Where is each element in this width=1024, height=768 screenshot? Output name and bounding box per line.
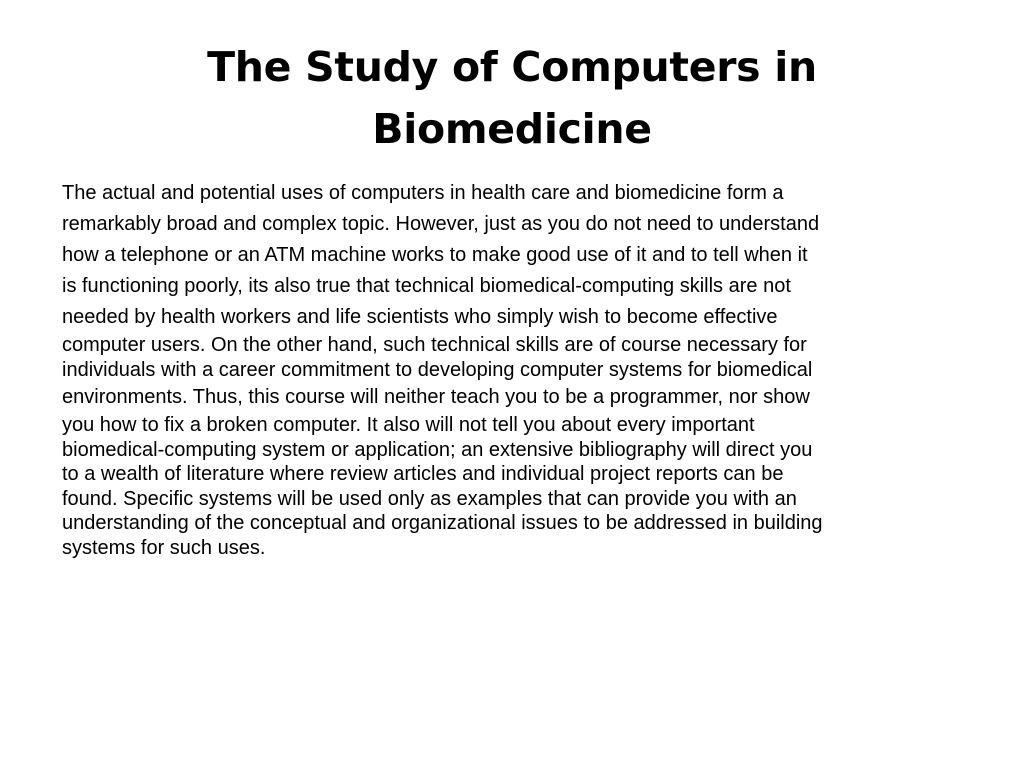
- body-line-13: understanding of the conceptual and organizational issues to be addressed in building: [62, 512, 823, 534]
- slide-title: [150, 36, 874, 160]
- body-line-14: systems for such uses.: [62, 536, 266, 559]
- body-line-10: biomedical-computing system or application; an extensive bibliography will direct you: [62, 438, 813, 461]
- body-line-6: computer users. On the other hand, such technical skills are of course necessary for: [62, 334, 807, 356]
- slide-body-text: [62, 178, 962, 560]
- body-line-4: is functioning poorly, its also true that technical biomedical-computing skills are not: [62, 275, 791, 297]
- body-line-11: to a wealth of literature where review articles and individual project reports can be: [62, 463, 784, 485]
- body-line-5: needed by health workers and life scientists who simply wish to become effective: [62, 306, 778, 328]
- slide-title-line-2: Biomedicine: [372, 105, 652, 153]
- body-line-3: how a telephone or an ATM machine works to make good use of it and to tell when it: [62, 244, 808, 266]
- body-line-2: remarkably broad and complex topic. However, just as you do not need to understand: [62, 213, 820, 235]
- body-line-1: The actual and potential uses of computers in health care and biomedicine form a: [62, 182, 784, 204]
- body-line-8: environments. Thus, this course will neither teach you to be a programmer, nor show: [62, 386, 810, 408]
- body-line-12: found. Specific systems will be used only as examples that can provide you with an: [62, 487, 797, 510]
- body-line-7: individuals with a career commitment to developing computer systems for biomedical: [62, 358, 813, 381]
- slide-title-line-1: The Study of Computers in: [207, 43, 817, 91]
- body-line-9: you how to fix a broken computer. It also will not tell you about every important: [62, 414, 755, 436]
